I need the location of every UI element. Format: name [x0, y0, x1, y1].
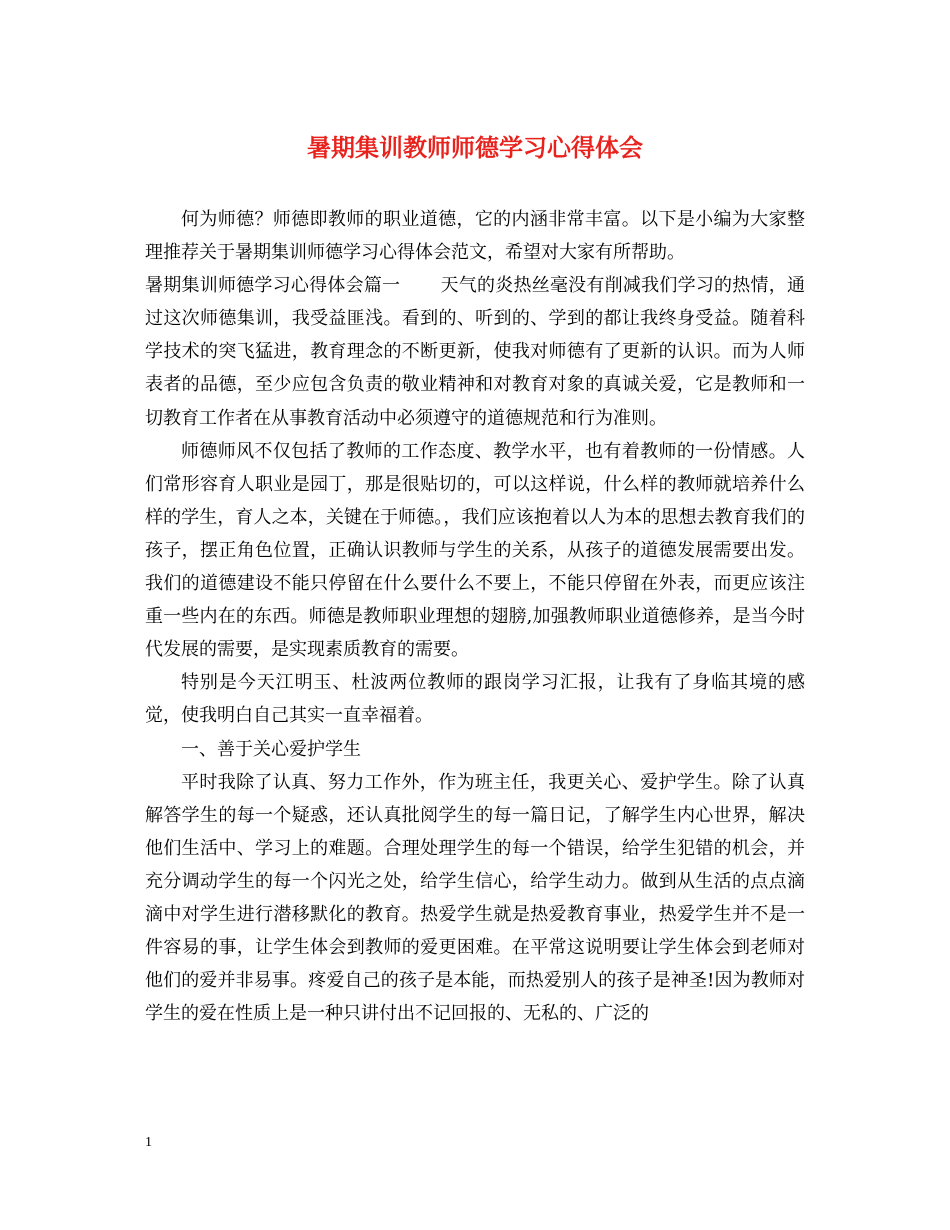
section-heading: 暑期集训师德学习心得体会篇一 [145, 275, 401, 297]
page-number: 1 [145, 1135, 152, 1150]
document-body [145, 203, 805, 1030]
paragraph-teacher-ethics: 师德师风不仅包括了教师的工作态度、教学水平，也有着教师的一份情感。人们常形容育人职业是园丁，那是很贴切的，可以这样说，什么样的教师就培养什么样的学生，育人之本，关键在于师德。，我们应该抱着以人为本的思想去教育我们的孩子，摆正角色位置，正确认识教师与学生的关系，从孩子的道德发展需要出发。我们的道德建设不能只停留在什么要什么不要上，不能只停留在外表，而更应该注重一些内在的东西。师德是教师职业理想的翅膀,加强教师职业道德修养，是当今时代发展的需要，是实现素质教育的需要。 [145, 440, 805, 661]
paragraph-report: 特别是今天江明玉、杜波两位教师的跟岗学习汇报，让我有了身临其境的感觉，使我明白自己其实一直幸福着。 [145, 672, 805, 727]
subheading-care-for-students: 一、善于关心爱护学生 [181, 738, 361, 760]
intro-paragraph: 何为师德？师德即教师的职业道德，它的内涵非常丰富。以下是小编为大家整理推荐关于暑期集训师德学习心得体会范文，希望对大家有所帮助。 [145, 209, 805, 264]
section-first-text: 天气的炎热丝毫没有削减我们学习的热情，通过这次师德集训，我受益匪浅。看到的、听到的、学到的都让我终身受益。随着科学技术的突飞猛进，教育理念的不断更新，使我对师德有了更新的认识。而为人师表者的品德，至少应包含负责的敬业精神和对教育对象的真诚关爱，它是教师和一切教育工作者在从事教育活动中必须遵守的道德规范和行为准则。 [145, 275, 806, 429]
paragraph-care-details: 平时我除了认真、努力工作外，作为班主任，我更关心、爱护学生。除了认真解答学生的每一个疑惑，还认真批阅学生的每一篇日记，了解学生内心世界，解决他们生活中、学习上的难题。合理处理学生的每一个错误，给学生犯错的机会，并充分调动学生的每一个闪光之处，给学生信心，给学生动力。做到从生活的点点滴滴中对学生进行潜移默化的教育。热爱学生就是热爱教育事业，热爱学生并不是一件容易的事，让学生体会到教师的爱更困难。在平常这说明要让学生体会到老师对他们的爱并非易事。疼爱自己的孩子是本能，而热爱别人的孩子是神圣!因为教师对学生的爱在性质上是一种只讲付出不记回报的、无私的、广泛的 [145, 771, 805, 1025]
section-first-paragraph [145, 269, 805, 434]
document-title: 暑期集训教师师德学习心得体会 [307, 133, 643, 162]
